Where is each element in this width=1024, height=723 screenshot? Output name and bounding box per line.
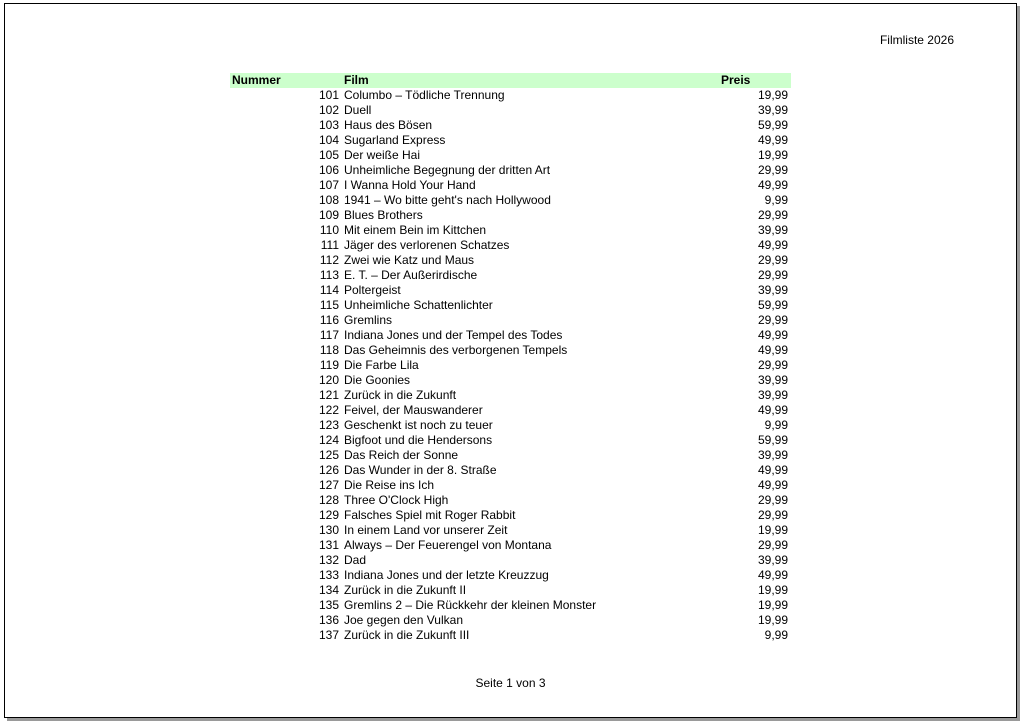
cell-film: Three O'Clock High (344, 493, 449, 507)
table-row (230, 343, 791, 358)
cell-price: 39,99 (757, 388, 788, 402)
column-header-price: Preis (721, 73, 751, 87)
cell-film: Zurück in die Zukunft III (344, 628, 470, 642)
table-row (230, 298, 791, 313)
column-header-film: Film (344, 73, 369, 87)
cell-film: Gremlins 2 – Die Rückkehr der kleinen Monster (344, 598, 597, 612)
table-row (230, 328, 791, 343)
cell-number: 133 (318, 568, 339, 582)
cell-film: Falsches Spiel mit Roger Rabbit (344, 508, 516, 522)
cell-number: 129 (318, 508, 339, 522)
cell-film: In einem Land vor unserer Zeit (344, 523, 508, 537)
cell-price: 39,99 (757, 223, 788, 237)
cell-number: 115 (319, 298, 339, 312)
cell-number: 110 (319, 223, 339, 237)
table-row (230, 358, 791, 373)
table-row (230, 388, 791, 403)
cell-film: Unheimliche Schattenlichter (344, 298, 493, 312)
cell-film: Jäger des verlorenen Schatzes (344, 238, 510, 252)
cell-number: 134 (318, 583, 339, 597)
table-row (230, 163, 791, 178)
cell-number: 121 (318, 388, 339, 402)
cell-number: 116 (319, 313, 339, 327)
cell-number: 117 (319, 328, 339, 342)
cell-price: 49,99 (757, 178, 788, 192)
cell-film: Bigfoot und die Hendersons (344, 433, 493, 447)
cell-number: 113 (319, 268, 339, 282)
cell-number: 122 (318, 403, 339, 417)
cell-price: 49,99 (757, 478, 788, 492)
table-row (230, 568, 791, 583)
cell-price: 19,99 (757, 523, 788, 537)
cell-price: 29,99 (757, 163, 788, 177)
table-body (230, 88, 791, 643)
cell-film: Duell (344, 103, 372, 117)
cell-price: 39,99 (757, 553, 788, 567)
cell-number: 118 (319, 343, 339, 357)
cell-number: 136 (318, 613, 339, 627)
cell-price: 29,99 (757, 358, 788, 372)
cell-number: 128 (318, 493, 339, 507)
cell-price: 39,99 (757, 448, 788, 462)
cell-film: Poltergeist (344, 283, 401, 297)
cell-number: 127 (318, 478, 339, 492)
cell-price: 29,99 (757, 253, 788, 267)
film-table (230, 73, 791, 643)
cell-number: 123 (318, 418, 339, 432)
table-row (230, 508, 791, 523)
cell-number: 119 (319, 358, 339, 372)
cell-number: 135 (318, 598, 339, 612)
table-row (230, 103, 791, 118)
cell-price: 49,99 (757, 568, 788, 582)
cell-price: 59,99 (757, 118, 788, 132)
cell-price: 19,99 (757, 598, 788, 612)
cell-number: 120 (318, 373, 339, 387)
table-row (230, 193, 791, 208)
cell-price: 39,99 (757, 373, 788, 387)
cell-price: 29,99 (757, 208, 788, 222)
cell-film: I Wanna Hold Your Hand (344, 178, 476, 192)
cell-price: 29,99 (757, 493, 788, 507)
table-header-row (230, 73, 791, 88)
table-row (230, 553, 791, 568)
cell-number: 106 (318, 163, 339, 177)
table-row (230, 148, 791, 163)
cell-price: 39,99 (757, 283, 788, 297)
column-header-number: Nummer (232, 73, 281, 87)
cell-number: 132 (318, 553, 339, 567)
cell-film: Zurück in die Zukunft (344, 388, 457, 402)
cell-film: Indiana Jones und der Tempel des Todes (344, 328, 563, 342)
cell-price: 49,99 (757, 238, 788, 252)
table-row (230, 493, 791, 508)
cell-film: Das Geheimnis des verborgenen Tempels (344, 343, 568, 357)
cell-price: 19,99 (757, 148, 788, 162)
cell-film: Dad (344, 553, 367, 567)
cell-price: 9,99 (764, 628, 788, 642)
cell-film: Das Reich der Sonne (344, 448, 459, 462)
cell-film: Always – Der Feuerengel von Montana (344, 538, 552, 552)
table-row (230, 418, 791, 433)
cell-film: Die Reise ins Ich (344, 478, 435, 492)
document-page (4, 3, 1017, 718)
cell-film: Columbo – Tödliche Trennung (344, 88, 505, 102)
cell-film: Geschenkt ist noch zu teuer (344, 418, 493, 432)
cell-film: E. T. – Der Außerirdische (344, 268, 478, 282)
cell-number: 130 (318, 523, 339, 537)
cell-number: 109 (318, 208, 339, 222)
cell-price: 19,99 (757, 88, 788, 102)
cell-price: 49,99 (757, 403, 788, 417)
cell-film: Zwei wie Katz und Maus (344, 253, 475, 267)
cell-film: Die Farbe Lila (344, 358, 419, 372)
table-row (230, 238, 791, 253)
table-row (230, 538, 791, 553)
cell-number: 105 (318, 148, 339, 162)
table-row (230, 478, 791, 493)
cell-price: 29,99 (757, 268, 788, 282)
cell-price: 19,99 (757, 613, 788, 627)
cell-number: 103 (318, 118, 339, 132)
cell-price: 59,99 (757, 298, 788, 312)
cell-number: 114 (319, 283, 339, 297)
cell-film: Blues Brothers (344, 208, 423, 222)
table-row (230, 253, 791, 268)
cell-price: 29,99 (757, 508, 788, 522)
cell-number: 124 (318, 433, 339, 447)
cell-price: 49,99 (757, 463, 788, 477)
cell-number: 137 (318, 628, 339, 642)
table-row (230, 613, 791, 628)
cell-number: 101 (318, 88, 339, 102)
table-row (230, 118, 791, 133)
cell-film: Feivel, der Mauswanderer (344, 403, 483, 417)
cell-price: 9,99 (764, 193, 788, 207)
cell-number: 125 (318, 448, 339, 462)
cell-price: 9,99 (764, 418, 788, 432)
page-header-title: Filmliste 2026 (879, 33, 954, 47)
table-row (230, 223, 791, 238)
page-footer-page-number: Seite 1 von 3 (475, 676, 546, 690)
cell-number: 104 (318, 133, 339, 147)
table-row (230, 433, 791, 448)
table-row (230, 268, 791, 283)
cell-film: Gremlins (344, 313, 393, 327)
cell-price: 39,99 (757, 103, 788, 117)
cell-number: 131 (318, 538, 339, 552)
cell-price: 59,99 (757, 433, 788, 447)
cell-film: Joe gegen den Vulkan (344, 613, 463, 627)
table-row (230, 448, 791, 463)
cell-number: 111 (320, 238, 339, 252)
table-row (230, 583, 791, 598)
cell-film: 1941 – Wo bitte geht's nach Hollywood (344, 193, 551, 207)
cell-film: Zurück in die Zukunft II (344, 583, 467, 597)
table-row (230, 178, 791, 193)
cell-price: 49,99 (757, 343, 788, 357)
table-row (230, 313, 791, 328)
cell-number: 108 (318, 193, 339, 207)
cell-price: 19,99 (757, 583, 788, 597)
cell-number: 126 (318, 463, 339, 477)
cell-film: Haus des Bösen (344, 118, 433, 132)
cell-film: Unheimliche Begegnung der dritten Art (344, 163, 551, 177)
cell-number: 112 (319, 253, 339, 267)
table-row (230, 283, 791, 298)
cell-film: Mit einem Bein im Kittchen (344, 223, 487, 237)
cell-price: 49,99 (757, 133, 788, 147)
table-row (230, 88, 791, 103)
table-row (230, 463, 791, 478)
table-row (230, 208, 791, 223)
cell-price: 49,99 (757, 328, 788, 342)
cell-number: 102 (318, 103, 339, 117)
table-row (230, 133, 791, 148)
cell-price: 29,99 (757, 313, 788, 327)
table-row (230, 373, 791, 388)
cell-film: Sugarland Express (344, 133, 446, 147)
cell-price: 29,99 (757, 538, 788, 552)
cell-film: Indiana Jones und der letzte Kreuzzug (344, 568, 549, 582)
table-row (230, 403, 791, 418)
table-row (230, 598, 791, 613)
cell-number: 107 (318, 178, 339, 192)
cell-film: Der weiße Hai (344, 148, 421, 162)
cell-film: Die Goonies (344, 373, 411, 387)
table-row (230, 523, 791, 538)
table-row (230, 628, 791, 643)
cell-film: Das Wunder in der 8. Straße (344, 463, 497, 477)
